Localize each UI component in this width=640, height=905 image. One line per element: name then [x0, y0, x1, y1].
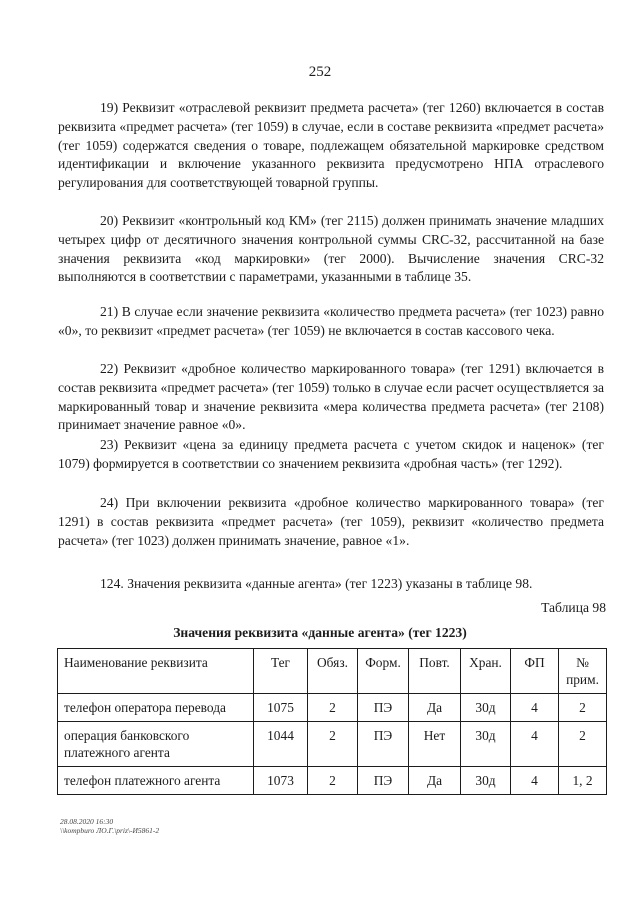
- paragraph-24: 24) При включении реквизита «дробное количество маркированного товара» (тег 1291) в состав реквизита «предмет расчета» (тег 1059), реквизит «количество предмета расчета» (тег 1023) должен принимать значение, равное «1».: [58, 495, 604, 548]
- cell-format: ПЭ: [358, 694, 409, 722]
- document-stamp: [60, 817, 159, 835]
- cell-note-number: 2: [559, 694, 607, 722]
- table-row: [58, 722, 607, 767]
- cell-fp: 4: [511, 767, 559, 795]
- stamp-datetime: 28.08.2020 16:30: [60, 817, 114, 826]
- cell-repeat: Нет: [409, 722, 461, 767]
- cell-note-number: 2: [559, 722, 607, 767]
- cell-mandatory: 2: [308, 694, 358, 722]
- requisites-table: [57, 648, 607, 795]
- header-mandatory: Обяз.: [308, 649, 358, 694]
- cell-repeat: Да: [409, 694, 461, 722]
- paragraph-22: 22) Реквизит «дробное количество маркированного товара» (тег 1291) включается в состав реквизита «предмет расчета» (тег 1059) только в случае если расчет осуществляется за маркированный товар и значение реквизита «мера количества предмета расчета» (тег 2108) принимает значение равное «0».: [58, 361, 604, 433]
- cell-mandatory: 2: [308, 767, 358, 795]
- table-row: [58, 694, 607, 722]
- header-name: Наименование реквизита: [58, 649, 254, 694]
- header-format: Форм.: [358, 649, 409, 694]
- cell-storage: 30д: [461, 694, 511, 722]
- table-row: [58, 767, 607, 795]
- paragraph-23: 23) Реквизит «цена за единицу предмета расчета с учетом скидок и наценок» (тег 1079) формируется в соответствии со значением реквизита «дробная часть» (тег 1292).: [58, 437, 604, 471]
- stamp-file-path: \\kompburo ЛО.Г.\priz\-И5861-2: [60, 826, 160, 835]
- cell-note-number: 1, 2: [559, 767, 607, 795]
- table-title: Значения реквизита «данные агента» (тег 1223): [173, 625, 467, 640]
- cell-tag: 1073: [254, 767, 308, 795]
- cell-fp: 4: [511, 722, 559, 767]
- cell-storage: 30д: [461, 722, 511, 767]
- cell-storage: 30д: [461, 767, 511, 795]
- header-note-number: № прим.: [559, 649, 607, 694]
- cell-tag: 1075: [254, 694, 308, 722]
- paragraph-20: 20) Реквизит «контрольный код КМ» (тег 2115) должен принимать значение младших четырех цифр от десятичного значения контрольной суммы CRC-32, рассчитанной на базе значения реквизита «код маркировки» (тег 2000). Вычисление значения CRC-32 выполняются в соответствии с параметрами, указанными в таблице 35.: [58, 213, 604, 285]
- cell-mandatory: 2: [308, 722, 358, 767]
- cell-format: ПЭ: [358, 767, 409, 795]
- cell-name: операция банковского платежного агента: [58, 722, 254, 767]
- paragraph-21: 21) В случае если значение реквизита «количество предмета расчета» (тег 1023) равно «0», то реквизит «предмет расчета» (тег 1059) не включается в состав кассового чека.: [58, 304, 604, 338]
- table-header-row: [58, 649, 607, 694]
- page-number: 252: [308, 64, 332, 80]
- cell-name: телефон оператора перевода: [58, 694, 254, 722]
- header-storage: Хран.: [461, 649, 511, 694]
- cell-tag: 1044: [254, 722, 308, 767]
- header-tag: Тег: [254, 649, 308, 694]
- cell-format: ПЭ: [358, 722, 409, 767]
- cell-fp: 4: [511, 694, 559, 722]
- header-fp: ФП: [511, 649, 559, 694]
- section-124-text: 124. Значения реквизита «данные агента» (тег 1223) указаны в таблице 98.: [100, 576, 533, 591]
- paragraph-19: 19) Реквизит «отраслевой реквизит предмета расчета» (тег 1260) включается в состав реквизита «предмет расчета» (тег 1059) в случае, если в составе реквизита «предмет расчета» (тег 1059) содержатся сведения о товаре, подлежащем обязательной маркировке средством идентификации и включение указанного реквизита предусмотрено НПА отраслевого регулирования для соответствующей товарной группы.: [58, 100, 604, 191]
- cell-repeat: Да: [409, 767, 461, 795]
- header-repeat: Повт.: [409, 649, 461, 694]
- cell-name: телефон платежного агента: [58, 767, 254, 795]
- table-number: Таблица 98: [541, 600, 606, 615]
